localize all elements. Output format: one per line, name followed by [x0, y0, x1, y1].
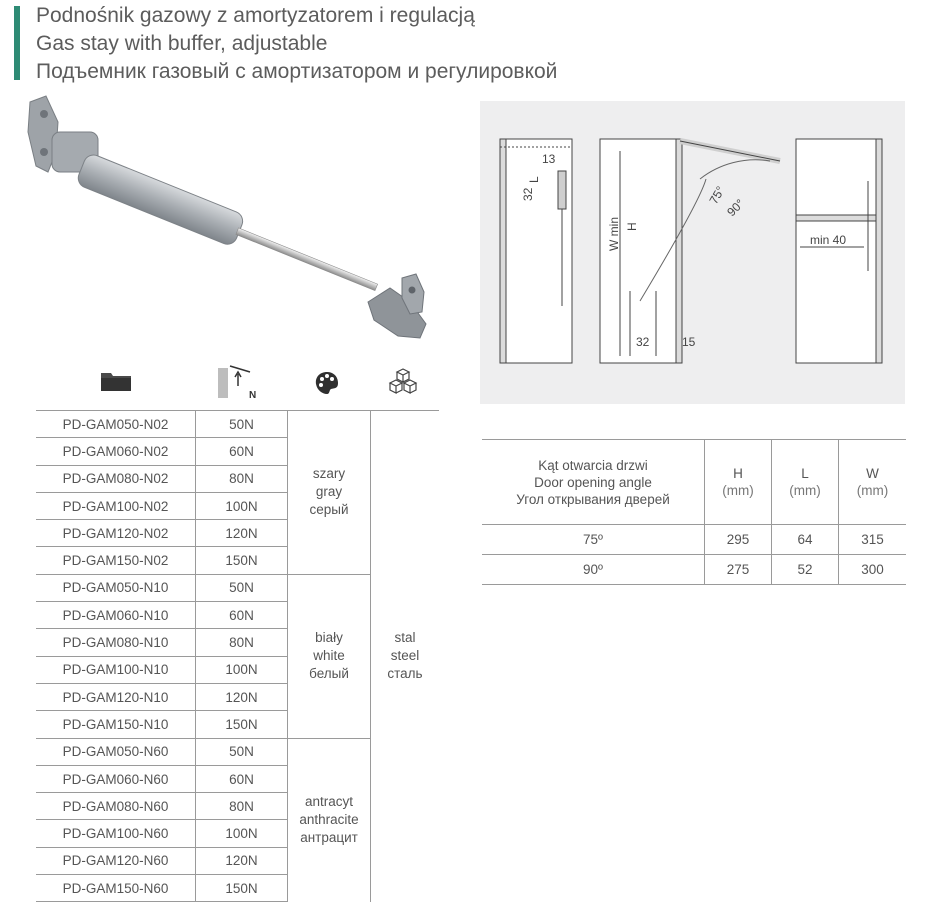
product-force: 60N — [196, 438, 288, 465]
product-force: 120N — [196, 847, 288, 874]
h-header: H (mm) — [705, 440, 772, 525]
color-en: anthracite — [299, 812, 359, 828]
product-code: PD-GAM060-N02 — [36, 438, 196, 465]
dim-13: 13 — [542, 152, 556, 166]
product-code: PD-GAM050-N10 — [36, 574, 196, 601]
product-force: 100N — [196, 492, 288, 519]
l-header: L (mm) — [772, 440, 839, 525]
title-pl: Podnośnik gazowy z amortyzatorem i regulacją — [36, 4, 475, 27]
installation-diagram — [480, 101, 905, 404]
product-force: 100N — [196, 820, 288, 847]
dim-min40: min 40 — [810, 233, 847, 247]
product-code: PD-GAM060-N10 — [36, 602, 196, 629]
dim-L: L — [527, 176, 541, 183]
color-en: white — [313, 648, 345, 664]
product-force: 50N — [196, 574, 288, 601]
table-row: 75º 295 64 315 — [482, 525, 906, 555]
product-force: 80N — [196, 629, 288, 656]
color-pl: antracyt — [304, 794, 354, 810]
product-force: 60N — [196, 602, 288, 629]
palette-icon — [314, 370, 340, 396]
product-force: 150N — [196, 875, 288, 902]
product-code: PD-GAM150-N10 — [36, 711, 196, 738]
dim-h: H — [625, 222, 639, 231]
angle-75: 75° — [706, 183, 728, 207]
angle-header-ru: Угол открывания дверей — [516, 491, 670, 507]
product-table — [36, 410, 439, 902]
title-ru: Подъемник газовый с амортизатором и регулировкой — [36, 60, 558, 83]
material-ru: сталь — [387, 666, 423, 682]
product-code: PD-GAM080-N10 — [36, 629, 196, 656]
title-accent-bar — [14, 6, 20, 80]
product-force: 50N — [196, 738, 288, 765]
product-code: PD-GAM100-N10 — [36, 656, 196, 683]
dim-32-bottom: 32 — [636, 335, 650, 349]
color-cell — [288, 411, 371, 575]
product-force: 100N — [196, 656, 288, 683]
column-icons — [36, 362, 438, 410]
product-force: 120N — [196, 520, 288, 547]
title-en: Gas stay with buffer, adjustable — [36, 32, 328, 55]
angle-header-en: Door opening angle — [534, 474, 652, 490]
product-force: 80N — [196, 465, 288, 492]
product-force: 150N — [196, 547, 288, 574]
product-code: PD-GAM050-N02 — [36, 411, 196, 438]
color-cell — [288, 738, 371, 902]
color-ru: серый — [309, 502, 349, 518]
product-code: PD-GAM120-N02 — [36, 520, 196, 547]
product-code: PD-GAM150-N02 — [36, 547, 196, 574]
table-row — [36, 411, 439, 438]
product-code: PD-GAM120-N10 — [36, 683, 196, 710]
color-pl: biały — [315, 630, 343, 646]
material-pl: stal — [394, 630, 416, 646]
color-cell — [288, 574, 371, 738]
angle-header-pl: Kąt otwarcia drzwi — [538, 457, 648, 473]
product-code: PD-GAM080-N02 — [36, 465, 196, 492]
table-row: 90º 275 52 300 — [482, 555, 906, 585]
color-ru: белый — [309, 666, 349, 682]
product-code: PD-GAM080-N60 — [36, 793, 196, 820]
w-header: W (mm) — [839, 440, 907, 525]
material-cubes-icon — [386, 366, 420, 400]
dim-15-bottom: 15 — [682, 335, 696, 349]
color-pl: szary — [312, 466, 346, 482]
title-block — [36, 2, 557, 86]
product-code: PD-GAM100-N60 — [36, 820, 196, 847]
angle-table — [482, 439, 906, 585]
angle-90: 90° — [724, 196, 747, 220]
product-code: PD-GAM050-N60 — [36, 738, 196, 765]
product-code: PD-GAM060-N60 — [36, 765, 196, 792]
dim-32: 32 — [521, 187, 535, 201]
gas-stay-image — [18, 92, 438, 352]
product-code: PD-GAM100-N02 — [36, 492, 196, 519]
force-unit-label: N — [249, 390, 257, 401]
product-force: 120N — [196, 683, 288, 710]
product-force: 60N — [196, 765, 288, 792]
product-force: 80N — [196, 793, 288, 820]
color-ru: антрацит — [300, 830, 358, 846]
product-force: 50N — [196, 411, 288, 438]
angle-header — [482, 440, 705, 525]
color-en: gray — [315, 484, 343, 500]
product-code: PD-GAM120-N60 — [36, 847, 196, 874]
folder-icon — [100, 370, 132, 392]
product-force: 150N — [196, 711, 288, 738]
material-cell — [371, 411, 440, 902]
product-code: PD-GAM150-N60 — [36, 875, 196, 902]
material-en: steel — [390, 648, 420, 664]
dim-w-min: W min — [607, 217, 621, 251]
